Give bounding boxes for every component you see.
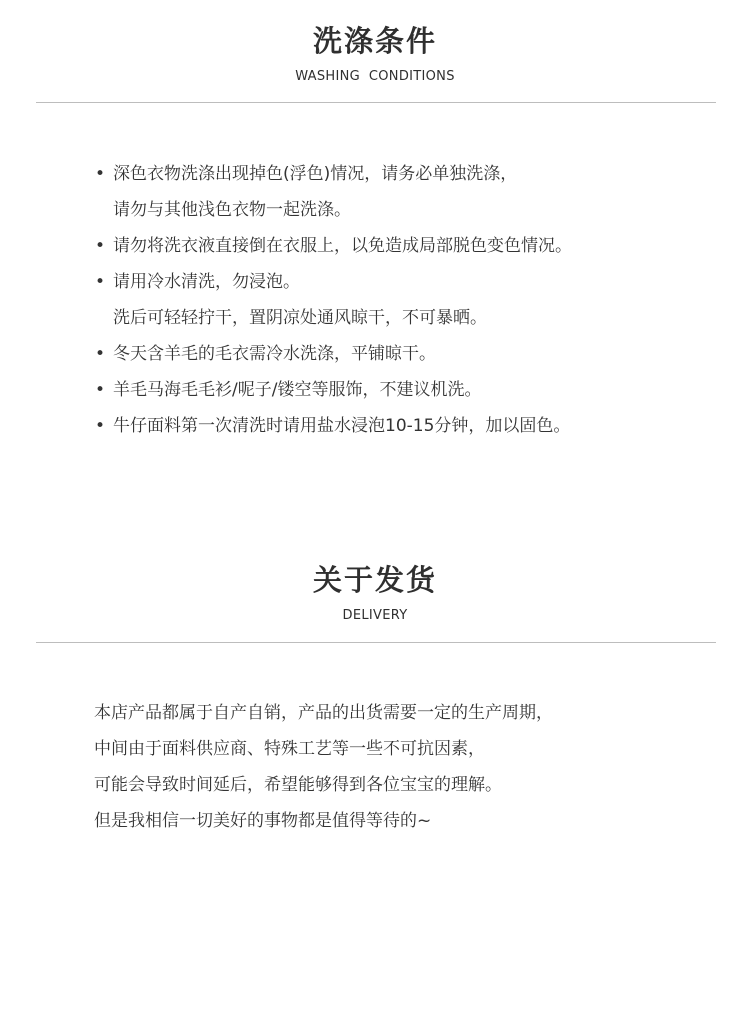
list-item-text: 牛仔面料第一次清洗时请用盐水浸泡10-15分钟，加以固色。 [113,416,571,436]
list-item-text: 洗后可轻轻拧干，置阴凉处通风晾干，不可暴晒。 [113,308,487,328]
delivery-divider [36,642,716,643]
paragraph-line: 可能会导致时间延后，希望能够得到各位宝宝的理解。 [94,775,502,795]
delivery-title: 关于发货 [312,563,437,597]
list-item-text: 深色衣物洗涤出现掉色(浮色)情况，请务必单独洗涤， [113,164,518,184]
delivery-subtitle: DELIVERY [342,608,408,623]
washing-list [94,156,572,444]
washing-title: 洗涤条件 [312,24,437,58]
list-item [94,300,572,336]
bullet: • [94,272,106,292]
list-item-text: 请勿将洗衣液直接倒在衣服上，以免造成局部脱色变色情况。 [113,236,572,256]
bullet: • [94,380,106,400]
bullet: • [94,164,106,184]
paragraph-line: 本店产品都属于自产自销，产品的出货需要一定的生产周期， [94,703,553,723]
list-item-text: 羊毛马海毛毛衫/呢子/镂空等服饰，不建议机洗。 [113,380,482,400]
list-item [94,336,572,372]
list-item [94,408,572,444]
list-item [94,264,572,300]
paragraph-line: 但是我相信一切美好的事物都是值得等待的~ [94,811,432,831]
delivery-paragraph [94,695,553,839]
list-item [94,156,572,192]
delivery-header [0,563,750,624]
washing-header [0,24,750,85]
list-item-text: 冬天含羊毛的毛衣需冷水洗涤，平铺晾干。 [113,344,436,364]
list-item [94,372,572,408]
washing-subtitle: WASHING CONDITIONS [295,69,455,84]
list-item-text: 请勿与其他浅色衣物一起洗涤。 [113,200,351,220]
washing-divider [36,102,716,103]
list-item-text: 请用冷水清洗，勿浸泡。 [113,272,300,292]
list-item [94,192,572,228]
paragraph-line: 中间由于面料供应商、特殊工艺等一些不可抗因素， [94,739,485,759]
bullet: • [94,344,106,364]
list-item [94,228,572,264]
bullet: • [94,416,106,436]
bullet: • [94,236,106,256]
